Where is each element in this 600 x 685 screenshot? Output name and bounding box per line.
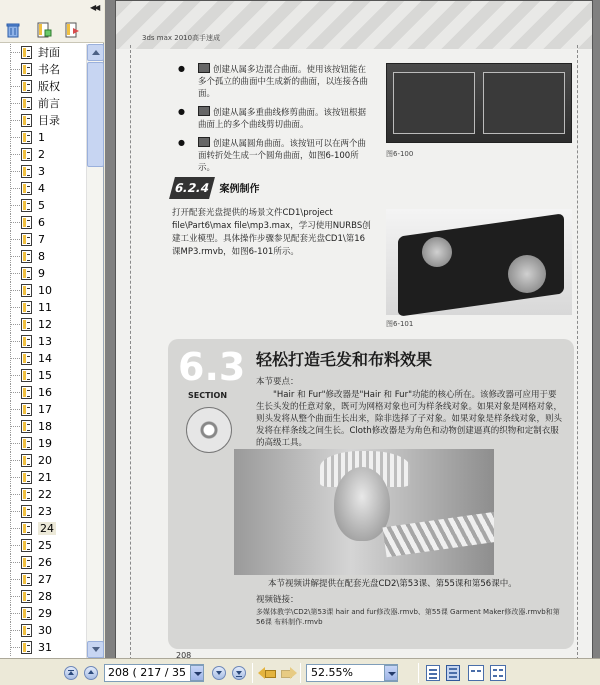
subsection-body: 打开配套光盘提供的场景文件CD1\project file\Part6\max file\mp3.max，学习使用NURBS创建工业模型。具体操作步骤参见配套光盘CD1\第16课MP3.rmvb，如图6-101所示。 [172, 208, 371, 257]
bookmark-label[interactable]: 30 [38, 624, 52, 637]
previous-page-button[interactable] [84, 666, 98, 680]
bookmark-tree [0, 44, 86, 658]
bookmark-item[interactable] [0, 622, 86, 639]
bookmark-page-icon [21, 131, 32, 144]
tree-connector [11, 222, 20, 223]
back-arrow-icon[interactable] [258, 666, 276, 680]
tree-connector [11, 392, 20, 393]
bookmark-page-icon [21, 284, 32, 297]
tree-connector [11, 120, 20, 121]
tree-connector [11, 460, 20, 461]
bookmark-page-icon [21, 301, 32, 314]
bookmark-page-icon [21, 165, 32, 178]
forward-arrow-icon[interactable] [280, 666, 298, 680]
tree-connector [11, 324, 20, 325]
bookmark-label[interactable]: 目录 [38, 114, 60, 127]
bookmark-item[interactable] [0, 452, 86, 469]
bookmark-page-icon [21, 250, 32, 263]
page-number-value[interactable]: 208 [108, 666, 129, 679]
bookmark-label[interactable]: 31 [38, 641, 52, 654]
bookmark-item[interactable] [0, 435, 86, 452]
tree-connector [11, 205, 20, 206]
page-number-field[interactable] [104, 664, 204, 682]
bookmark-label[interactable]: 25 [38, 539, 52, 552]
bookmark-item[interactable] [0, 129, 86, 146]
device-disc [508, 255, 546, 293]
tree-connector [11, 52, 20, 53]
bookmark-label[interactable]: 26 [38, 556, 52, 569]
bookmark-label[interactable]: 19 [38, 437, 52, 450]
first-page-button[interactable] [64, 666, 78, 680]
next-page-button[interactable] [212, 666, 226, 680]
scroll-up-button[interactable] [87, 44, 104, 61]
bookmark-label[interactable]: 23 [38, 505, 52, 518]
tree-connector [11, 171, 20, 172]
zoom-dropdown-arrow[interactable] [384, 665, 398, 681]
bookmark-page-icon [21, 471, 32, 484]
bookmark-scrollbar[interactable] [86, 44, 103, 658]
scarf-shape [382, 511, 494, 557]
video-link-label: 视频链接： [256, 595, 299, 605]
bookmark-label[interactable]: 7 [38, 233, 45, 246]
bookmark-page-icon [21, 63, 32, 76]
bookmark-item[interactable] [0, 588, 86, 605]
bullet-item: ● 创建从属多边混合曲面。使用该按钮能在多个孤立的曲面中生成新的曲面，以连接各曲面。 [178, 63, 368, 100]
tree-connector [11, 477, 20, 478]
subsection-heading [172, 177, 260, 199]
page-count-label: ( 217 / 35 [132, 666, 186, 679]
collapse-panel-button[interactable]: ◀◀ [90, 3, 99, 12]
crop-guide-right [577, 45, 578, 658]
bookmark-page-icon [21, 352, 32, 365]
bookmark-page-icon [21, 182, 32, 195]
bookmark-label[interactable]: 14 [38, 352, 52, 365]
bookmark-item[interactable] [0, 163, 86, 180]
bookmark-page-icon [21, 522, 32, 535]
blend-surface-icon [198, 63, 210, 73]
bookmark-page-icon [21, 199, 32, 212]
video-file-list: 多媒体教学\CD2\第53课 hair and fur修改器.rmvb、第55课 Garment Maker修改器.rmvb和第56课 布料制作.rmvb [256, 608, 560, 626]
bookmark-item[interactable] [0, 554, 86, 571]
tree-connector [11, 494, 20, 495]
trim-surface-icon [198, 106, 210, 116]
facing-view-icon[interactable] [468, 665, 484, 681]
tree-connector [11, 69, 20, 70]
new-bookmark-icon[interactable] [36, 22, 52, 38]
bullet-list [178, 63, 368, 180]
bookmark-label[interactable]: 17 [38, 403, 52, 416]
bookmark-page-icon [21, 488, 32, 501]
subsection-number: 6.2.4 [169, 177, 215, 199]
bookmark-label[interactable]: 20 [38, 454, 52, 467]
bookmark-page-icon [21, 267, 32, 280]
bookmark-label[interactable]: 9 [38, 267, 45, 280]
tree-connector [11, 647, 20, 648]
bookmark-page-icon [21, 318, 32, 331]
toolbar-separator [418, 663, 419, 683]
section-panel [168, 339, 574, 649]
face-shape [334, 467, 390, 541]
bookmark-label[interactable]: 28 [38, 590, 52, 603]
bookmark-label[interactable]: 2 [38, 148, 45, 161]
bookmark-item[interactable] [0, 537, 86, 554]
bookmark-page-icon [21, 114, 32, 127]
bookmark-label[interactable]: 11 [38, 301, 52, 314]
bookmark-item[interactable] [0, 265, 86, 282]
tree-connector [11, 511, 20, 512]
bookmark-page-icon [21, 556, 32, 569]
tree-connector [11, 358, 20, 359]
bookmark-item[interactable] [0, 571, 86, 588]
bookmark-item[interactable] [0, 503, 86, 520]
continuous-view-icon[interactable] [446, 665, 460, 681]
tree-connector [11, 613, 20, 614]
bookmark-item[interactable] [0, 299, 86, 316]
bookmark-item[interactable] [0, 248, 86, 265]
bookmark-page-icon [21, 590, 32, 603]
bookmark-item[interactable] [0, 61, 86, 78]
bookmark-label[interactable]: 27 [38, 573, 52, 586]
tree-connector [11, 562, 20, 563]
bookmark-page-icon [21, 641, 32, 654]
bookmark-page-icon [21, 216, 32, 229]
bookmark-label[interactable]: 5 [38, 199, 45, 212]
bookmark-item[interactable] [0, 469, 86, 486]
figure-viewport-left [393, 72, 475, 134]
bookmark-page-icon [21, 335, 32, 348]
bookmark-item[interactable] [0, 44, 86, 61]
tree-connector [11, 528, 20, 529]
bookmark-page-icon [21, 607, 32, 620]
bookmark-label[interactable]: 18 [38, 420, 52, 433]
bookmark-item[interactable] [0, 333, 86, 350]
tree-connector [11, 579, 20, 580]
bookmark-label[interactable]: 1 [38, 131, 45, 144]
bookmark-item[interactable] [0, 180, 86, 197]
subsection-title: 案例制作 [219, 184, 260, 195]
bookmark-item[interactable] [0, 605, 86, 622]
bookmark-page-icon [21, 420, 32, 433]
bookmark-item[interactable] [0, 146, 86, 163]
bookmark-label[interactable]: 16 [38, 386, 52, 399]
bookmark-label[interactable]: 12 [38, 318, 52, 331]
bookmark-label[interactable]: 4 [38, 182, 45, 195]
bookmark-toolbar [0, 0, 104, 43]
toolbar-separator [300, 663, 301, 683]
document-viewport[interactable] [105, 0, 600, 658]
bookmark-page-icon [21, 573, 32, 586]
bookmark-label[interactable]: 21 [38, 471, 52, 484]
fillet-surface-icon [198, 137, 210, 147]
tree-connector [11, 341, 20, 342]
bookmark-page-icon [21, 505, 32, 518]
bookmark-page-icon [21, 454, 32, 467]
tree-connector [11, 256, 20, 257]
tree-connector [11, 273, 20, 274]
tree-connector [11, 188, 20, 189]
bookmark-page-icon [21, 97, 32, 110]
bookmark-item[interactable] [0, 639, 86, 656]
navigation-bar [0, 658, 600, 685]
bookmark-page-icon [21, 539, 32, 552]
bookmark-label[interactable]: 8 [38, 250, 45, 263]
tree-connector [11, 375, 20, 376]
bookmark-item[interactable] [0, 316, 86, 333]
bookmark-page-icon [21, 369, 32, 382]
crop-guide-left [130, 45, 131, 658]
toolbar-separator [252, 663, 253, 683]
figure-caption: 图6-101 [386, 320, 414, 328]
figure-viewport-right [483, 72, 565, 134]
tree-connector [11, 103, 20, 104]
bookmark-page-icon [21, 233, 32, 246]
bullet-item: ● 创建从属多重曲线修剪曲面。该按钮根据曲面上的多个曲线剪切曲面。 [178, 106, 368, 131]
tree-connector [11, 154, 20, 155]
tree-connector [11, 307, 20, 308]
figure-caption: 图6-100 [386, 150, 414, 158]
zoom-value[interactable]: 52.55% [311, 666, 353, 679]
scroll-down-button[interactable] [87, 641, 104, 658]
bookmark-page-icon [21, 148, 32, 161]
bookmark-page-icon [21, 46, 32, 59]
character-render-image [234, 449, 494, 575]
tree-connector [11, 409, 20, 410]
page-dropdown-arrow[interactable] [190, 665, 204, 681]
bookmark-page-icon [21, 437, 32, 450]
section-description: "Hair 和 Fur"修改器是"Hair 和 Fur"功能的核心所在。该修改器可应用于要生长头发的任意对象，既可为网格对象也可为样条线对象。如果对象是网格对象，则头发将从整个曲面生长出来，除非选择了子对象。如果对象是样条线对象，则头发将在样条线之间生长。Cloth修改器是为角色和动物创建逼真的织物和定制衣服的高级工具。 [256, 390, 563, 448]
device-disc [422, 237, 452, 267]
figure-6-101 [386, 209, 572, 315]
bookmark-item[interactable] [0, 214, 86, 231]
tree-connector [11, 596, 20, 597]
bookmark-item[interactable] [0, 282, 86, 299]
tree-connector [11, 86, 20, 87]
document-page [115, 0, 593, 658]
bookmark-item[interactable] [0, 418, 86, 435]
bookmark-label[interactable]: 3 [38, 165, 45, 178]
bullet-item: ● 创建从属圆角曲面。该按钮可以在两个曲面转折处生成一个圆角曲面，如图6-100所示。 [178, 137, 368, 174]
key-points-label: 本节要点： [256, 377, 299, 387]
continuous-facing-view-icon[interactable] [490, 665, 506, 681]
bookmark-label[interactable]: 前言 [38, 97, 60, 110]
bookmark-item[interactable] [0, 486, 86, 503]
section-number: 6.3 [178, 345, 246, 389]
single-page-view-icon[interactable] [426, 665, 440, 681]
bookmark-properties-icon[interactable] [64, 22, 80, 38]
section-word: SECTION [188, 391, 228, 400]
figure-6-100 [386, 63, 572, 143]
section-title: 轻松打造毛发和布料效果 [256, 350, 433, 369]
last-page-button[interactable] [232, 666, 246, 680]
bookmark-item[interactable] [0, 367, 86, 384]
bookmark-label[interactable]: 13 [38, 335, 52, 348]
bookmark-label[interactable]: 6 [38, 216, 45, 229]
bookmark-page-icon [21, 386, 32, 399]
bookmark-panel [0, 0, 104, 658]
video-intro: 本节视频讲解提供在配套光盘CD2\第53课、第55课和第56课中。 [268, 579, 517, 589]
bookmark-label[interactable]: 版权 [38, 80, 60, 93]
bookmark-page-icon [21, 80, 32, 93]
bookmark-label[interactable]: 10 [38, 284, 52, 297]
bookmark-label[interactable]: 24 [40, 522, 54, 535]
bookmark-item[interactable] [0, 78, 86, 95]
tree-connector [11, 137, 20, 138]
page-number: 208 [176, 651, 192, 658]
scroll-thumb[interactable] [87, 62, 104, 167]
bookmark-item[interactable] [0, 384, 86, 401]
bookmark-page-icon [21, 403, 32, 416]
bookmark-label[interactable]: 29 [38, 607, 52, 620]
tree-connector [11, 443, 20, 444]
bookmark-item[interactable] [0, 197, 86, 214]
bookmark-page-icon [21, 624, 32, 637]
tree-connector [11, 290, 20, 291]
tree-connector [11, 239, 20, 240]
tree-connector [11, 630, 20, 631]
bookmark-label[interactable]: 书名 [38, 63, 60, 76]
bookmark-label[interactable]: 15 [38, 369, 52, 382]
bookmark-item[interactable] [0, 520, 86, 537]
bookmark-label[interactable]: 封面 [38, 46, 60, 59]
bookmark-item[interactable] [0, 95, 86, 112]
running-head: 3ds max 2010高手速成 [142, 34, 221, 42]
tree-connector [11, 545, 20, 546]
bookmark-item[interactable] [0, 401, 86, 418]
bookmark-item[interactable] [0, 231, 86, 248]
tree-connector [11, 426, 20, 427]
bookmark-label[interactable]: 22 [38, 488, 52, 501]
bookmark-item[interactable] [0, 112, 86, 129]
dvd-icon [186, 407, 232, 453]
trash-icon[interactable] [5, 22, 21, 38]
bookmark-item[interactable] [0, 350, 86, 367]
